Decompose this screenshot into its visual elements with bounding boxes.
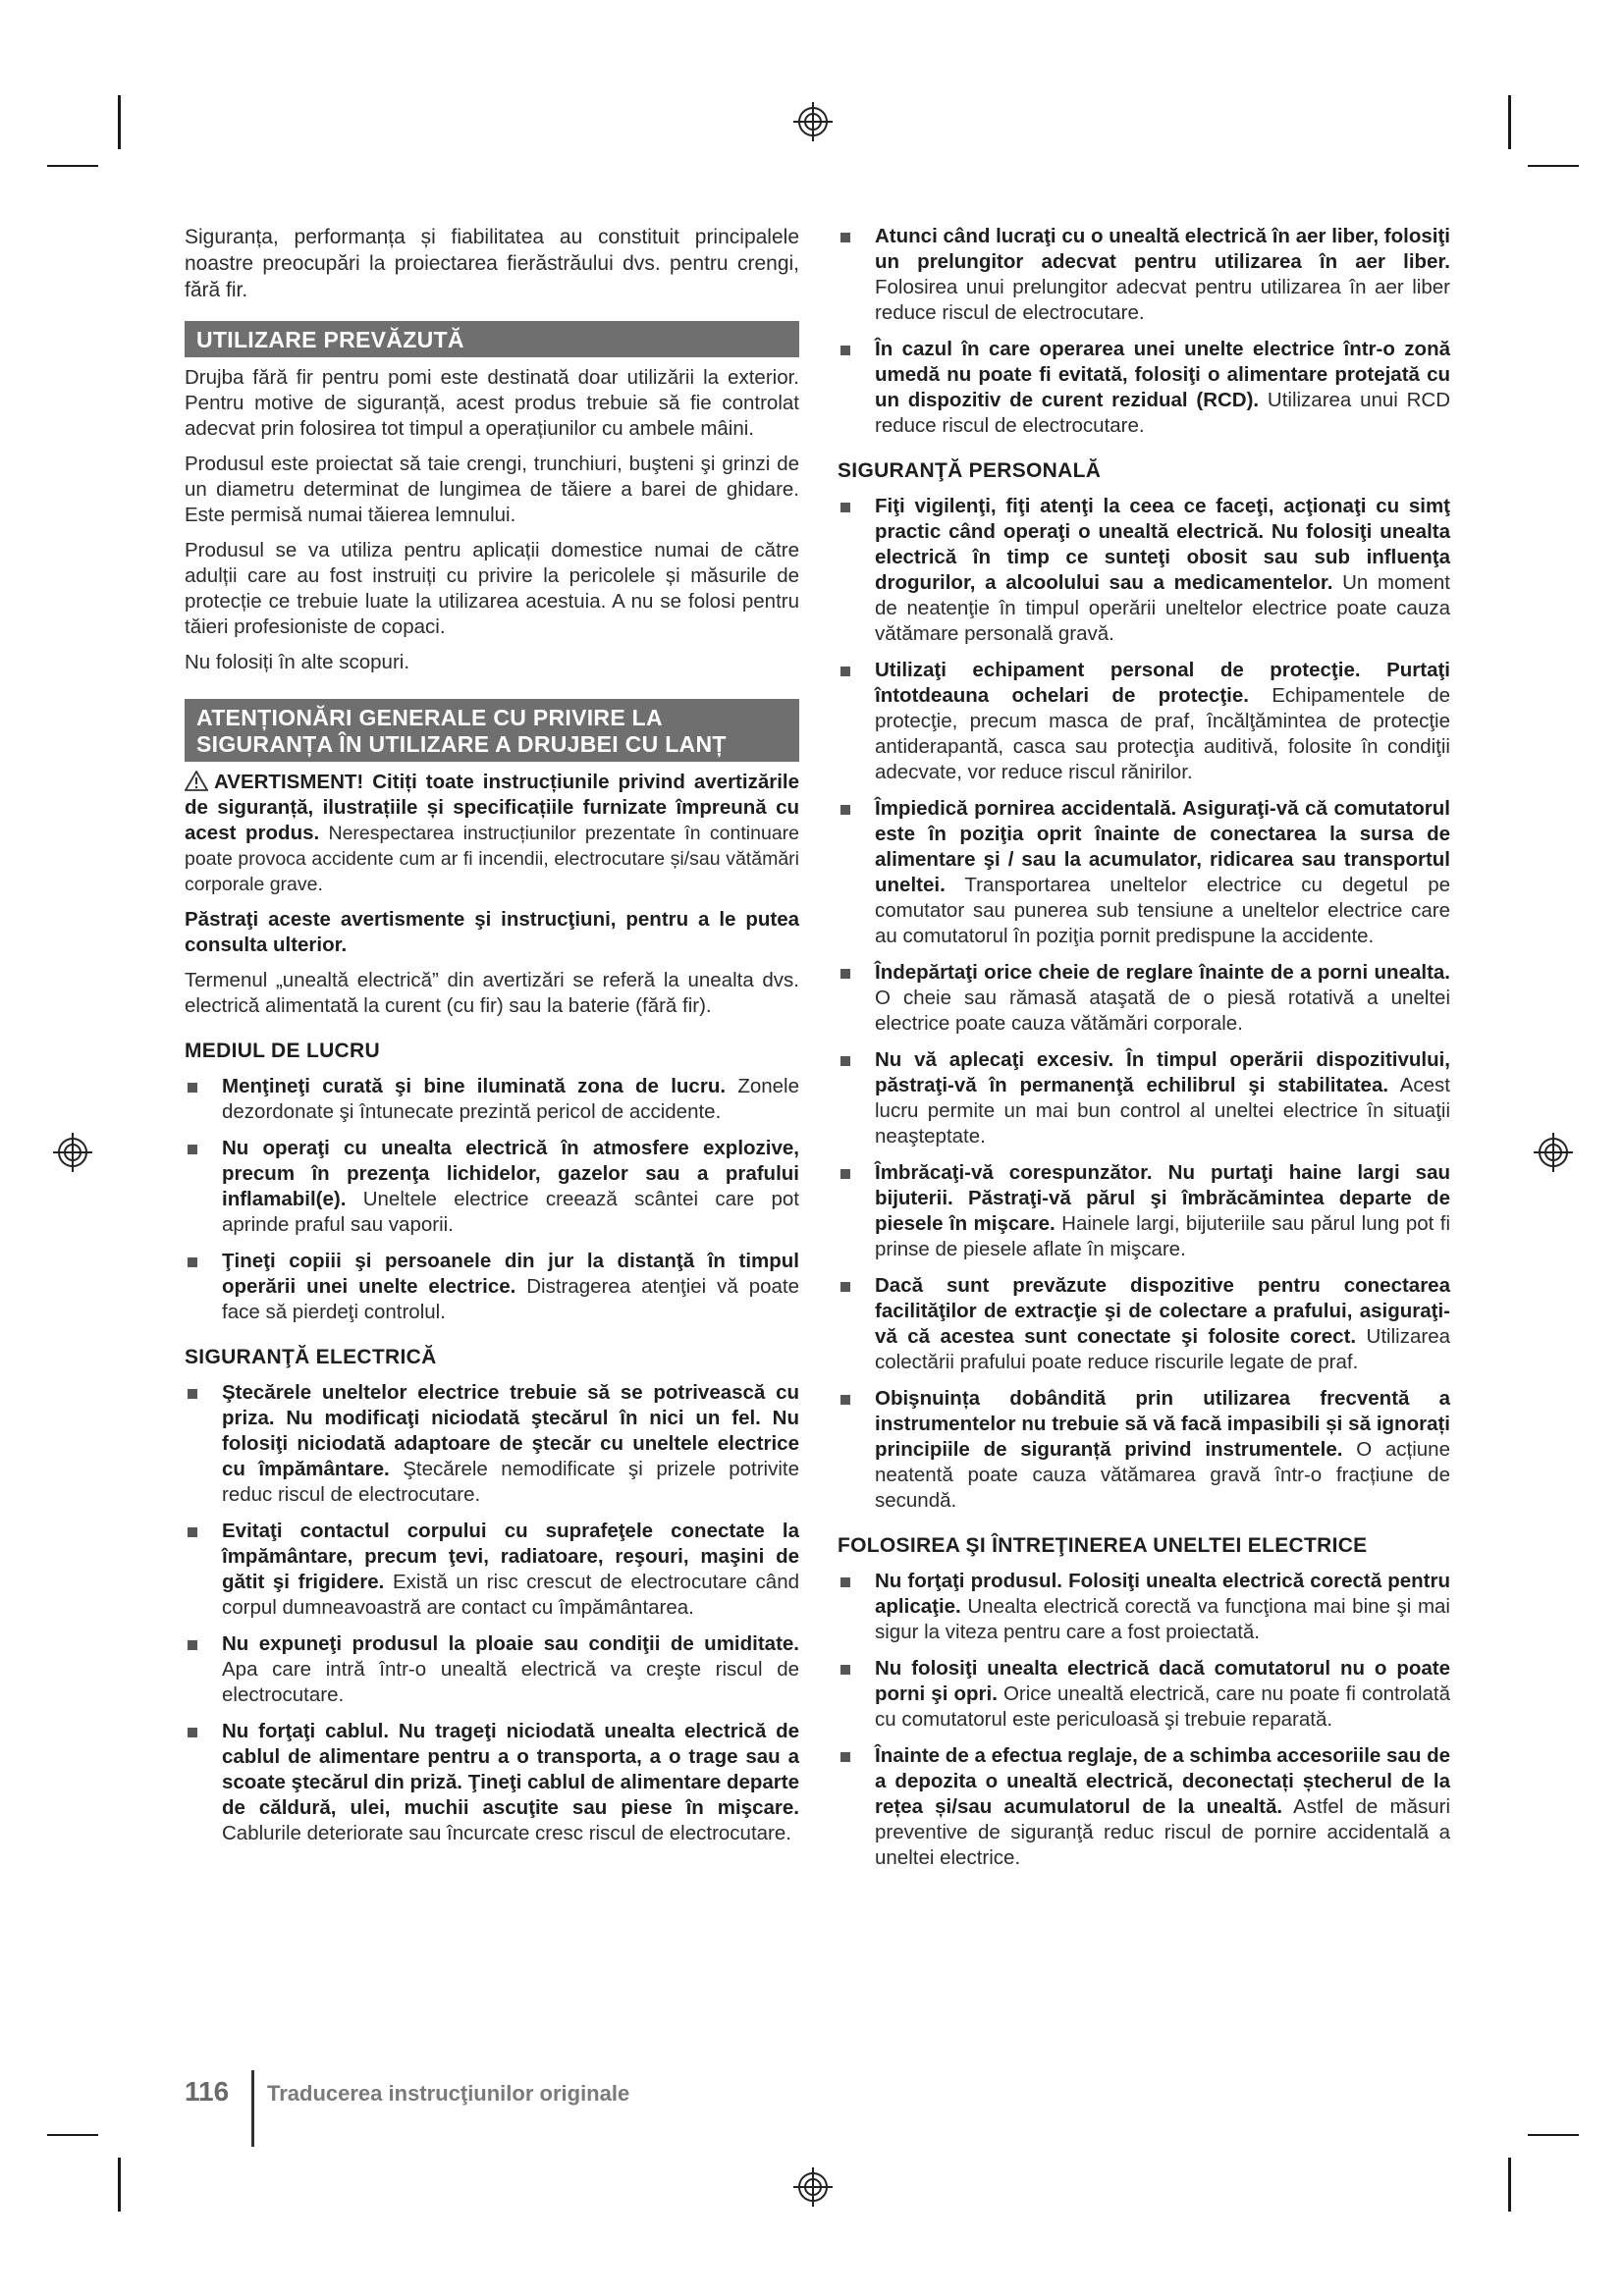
warning-bold-text: AVERTISMENT! Citiți toate instrucțiunile privind avertizările de siguranță, ilustrațiile și specificațiile furnizate împreună cu acest produs. — [185, 771, 799, 844]
bullet-icon — [840, 1395, 850, 1405]
item-bold: Utilizaţi echipament personal de protecţie. Purtaţi întotdeauna ochelari de protecţie. — [875, 659, 1450, 707]
bullet-icon — [840, 969, 850, 979]
bullet-icon — [840, 1752, 850, 1762]
list-item — [838, 1569, 1450, 1645]
list-item — [838, 337, 1450, 439]
list-item — [838, 1656, 1450, 1733]
outdoor-safety-list — [838, 224, 1450, 439]
item-text: Astfel de măsuri preventive de siguranţă reduc riscul de pornire accidentală a uneltei electrice. — [875, 1795, 1450, 1869]
paragraph: Nu folosiți în alte scopuri. — [185, 651, 410, 673]
tool-use-list — [838, 1569, 1450, 1871]
section-title-general-warnings — [185, 699, 799, 762]
bullet-icon — [840, 1665, 850, 1675]
bullet-icon — [840, 667, 850, 676]
paragraph: Produsul se va utiliza pentru aplicații domestice numai de către adulții care au fost instruiți cu privire la pericolele și măsurile de protecție ce trebuie luate la utilizarea acestuia. A nu se folosi pentru tăieri profesioniste de copaci. — [185, 539, 799, 638]
item-bold: Dacă sunt prevăzute dispozitive pentru conectarea facilităţilor de extracţie şi de colectare a prafului, asiguraţi-vă că acestea sunt conectate şi folosite corect. — [875, 1274, 1450, 1348]
crop-mark — [1508, 95, 1511, 149]
keep-instructions: Păstraţi aceste avertismente şi instrucţiuni, pentru a le putea consulta ulterior. — [185, 908, 799, 956]
item-bold: Înainte de a efectua reglaje, de a schimba accesoriile sau de a depozita o unealtă electrică, deconectați ștecherul de la rețea și/sau acumulatorul de la unealtă. — [875, 1744, 1450, 1818]
registration-mark-icon — [1532, 1131, 1575, 1174]
item-bold: Nu forţaţi produsul. Folosiţi unealta electrică corectă pentru aplicaţie. — [875, 1570, 1450, 1618]
item-text: Folosirea unui prelungitor adecvat pentru utilizarea în aer liber reduce riscul de electrocutare. — [875, 276, 1450, 324]
warning-triangle-icon — [185, 771, 208, 791]
right-column — [838, 224, 1450, 1882]
warning-paragraph — [185, 770, 799, 897]
item-bold: Împiedică pornirea accidentală. Asiguraţi-vă că comutatorul este în poziţia oprit înainte de conectarea la sursa de alimentare şi / sau la acumulator, ridicarea sau transportul uneltei. — [875, 797, 1450, 896]
section-title-intended-use: UTILIZARE PREVĂZUTĂ — [185, 321, 799, 357]
item-bold: Ţineţi copiii şi persoanele din jur la distanţă în timpul operării unei unelte electrice. — [222, 1250, 799, 1298]
section-title-line: SIGURANȚA ÎN UTILIZARE A DRUJBEI CU LANȚ — [196, 731, 727, 757]
item-bold: Menţineţi curată şi bine iluminată zona de lucru. — [222, 1075, 727, 1097]
subhead-tool-use-maintenance: FOLOSIREA ŞI ÎNTREŢINEREA UNELTEI ELECTRICE — [838, 1534, 1368, 1557]
list-item — [838, 224, 1450, 326]
list-item — [185, 1136, 799, 1238]
registration-mark-icon — [791, 2165, 835, 2209]
bullet-icon — [840, 503, 850, 512]
crop-mark — [1508, 2158, 1511, 2212]
item-bold: Ştecărele uneltelor electrice trebuie să se potrivească cu priza. Nu modificaţi niciodată ştecărul în nici un fel. Nu folosiţi niciodată adaptoare de ştecăr cu uneltele electrice cu împământare. — [222, 1381, 799, 1480]
page-number: 116 — [185, 2076, 230, 2107]
list-item — [838, 796, 1450, 949]
item-text: O cheie sau rămasă ataşată de o piesă rotativă a uneltei electrice poate cauza vătămări corporale. — [875, 987, 1450, 1035]
bullet-icon — [188, 1527, 197, 1537]
bullet-icon — [188, 1389, 197, 1399]
footer-divider — [251, 2070, 254, 2147]
crop-mark — [47, 165, 98, 167]
list-item — [185, 1249, 799, 1325]
item-text: Distragerea atenţiei vă poate face să pierdeţi controlul. — [222, 1275, 800, 1323]
item-text: Există un risc crescut de electrocutare când corpul dumneavoastră are contact cu împământarea. — [222, 1571, 799, 1619]
work-area-list — [185, 1074, 799, 1325]
crop-mark — [118, 95, 121, 149]
bullet-icon — [840, 233, 850, 242]
left-column — [185, 224, 799, 1857]
bullet-icon — [188, 1728, 197, 1737]
section-title-line: ATENȚIONĂRI GENERALE CU PRIVIRE LA — [196, 705, 663, 730]
intro-paragraph: Siguranța, performanța și fiabilitatea au constituit principalele noastre preocupări la proiectarea fierăstrăului dvs. pentru crengi, fără fir. — [185, 226, 799, 301]
crop-mark — [47, 2134, 98, 2136]
item-bold: Obişnuința dobândită prin utilizarea frecventă a instrumentelor nu trebuie să vă facă impasibili și să ignorați principiile de siguranță privind instrumentele. — [875, 1387, 1450, 1461]
list-item — [838, 1047, 1450, 1149]
subhead-work-area: MEDIUL DE LUCRU — [185, 1040, 380, 1062]
item-text: Orice unealtă electrică, care nu poate fi controlată cu comutatorul este periculoasă şi trebuie reparată. — [875, 1682, 1450, 1731]
item-text: Transportarea uneltelor electrice cu degetul pe comutator sau punerea sub tensiune a uneltelor electrice care au comutatorul în poziţia pornit predispune la accidente. — [875, 874, 1450, 947]
list-item — [185, 1719, 799, 1846]
item-text: Utilizarea unui RCD reduce riscul de electrocutare. — [875, 389, 1451, 437]
warning-text: Nerespectarea instrucțiunilor prezentate în continuare poate provoca accidente cum ar fi incendii, electrocutare și/sau vătămări corporale grave. — [185, 823, 799, 895]
item-text: Acest lucru permite un mai bun control al uneltei electrice în situaţii neaşteptate. — [875, 1074, 1450, 1148]
item-bold: Evitaţi contactul corpului cu suprafeţele conectate la împământare, precum ţevi, radiatoare, reşouri, maşini de gătit şi frigidere. — [222, 1520, 799, 1593]
term-paragraph: Termenul „unealtă electrică” din avertizări se referă la unealta dvs. electrică alimentată la curent (cu fir) sau la baterie (fără fir). — [185, 969, 799, 1017]
crop-mark — [118, 2158, 121, 2212]
bullet-icon — [188, 1145, 197, 1154]
electrical-safety-list — [185, 1380, 799, 1846]
list-item — [185, 1074, 799, 1125]
list-item — [185, 1380, 799, 1508]
paragraph: Produsul este proiectat să taie crengi, trunchiuri, buşteni şi grinzi de un diametru determinat de lungimea de tăiere a barei de ghidare. Este permisă numai tăierea lemnului. — [185, 453, 799, 526]
item-text: Utilizarea colectării prafului poate reduce riscurile legate de praf. — [875, 1325, 1450, 1373]
item-text: O acțiune neatentă poate cauza vătămarea gravă într-o fracțiune de secundă. — [875, 1438, 1450, 1512]
item-bold: Nu operaţi cu unealta electrică în atmosfere explozive, precum în prezenţa lichidelor, gazelor sau a prafului inflamabil(e). — [222, 1137, 799, 1210]
crop-mark — [1528, 2134, 1579, 2136]
list-item — [838, 1386, 1450, 1514]
bullet-icon — [840, 1056, 850, 1066]
item-bold: Nu expuneţi produsul la ploaie sau condiţii de umiditate. — [222, 1632, 799, 1655]
bullet-icon — [188, 1083, 197, 1093]
subhead-electrical-safety: SIGURANŢĂ ELECTRICĂ — [185, 1346, 437, 1368]
item-bold: Nu forţaţi cablul. Nu trageţi niciodată unealta electrică de cablul de alimentare pentru a o transporta, a o trage sau a scoate ştecărul din priză. Ţineţi cablul de alimentare departe de căldură, ulei, muchii ascuţite sau piese în mişcare. — [222, 1720, 799, 1819]
item-bold: Îmbrăcaţi-vă corespunzător. Nu purtaţi haine largi sau bijuterii. Păstraţi-vă părul şi îmbrăcămintea departe de piesele în mişcare. — [875, 1161, 1450, 1235]
item-bold: Fiţi vigilenţi, fiţi atenţi la ceea ce faceţi, acţionaţi cu simţ practic când operaţi o unealtă electrică. Nu folosiţi unealta electrică în timp ce sunteţi obosit sau sub influenţa drogurilor, a alcoolului sau a medicamentelor. — [875, 495, 1450, 594]
item-bold: Nu vă aplecaţi excesiv. În timpul operării dispozitivului, păstraţi-vă în permanenţă echilibrul şi stabilitatea. — [875, 1048, 1450, 1096]
item-bold: În cazul în care operarea unei unelte electrice într-o zonă umedă nu poate fi evitată, folosiţi o alimentare protejată cu un dispozitiv de curent rezidual (RCD). — [875, 338, 1450, 411]
item-text: Echipamentele de protecţie, precum masca de praf, încălţămintea de protecţie antiderapantă, casca sau protecţia auditivă, folosite în condiţii adecvate, vor reduce riscul rănirilor. — [875, 684, 1450, 783]
item-bold: Îndepărtaţi orice cheie de reglare înainte de a porni unealta. — [875, 961, 1450, 984]
item-text: Apa care intră într-o unealtă electrică va creşte riscul de electrocutare. — [222, 1658, 799, 1706]
crop-mark — [1528, 165, 1579, 167]
registration-mark-icon — [51, 1131, 94, 1174]
item-text: Un moment de neatenţie în timpul operării uneltelor electrice poate cauza vătămare personală gravă. — [875, 571, 1450, 645]
bullet-icon — [840, 1282, 850, 1292]
subhead-personal-safety: SIGURANŢĂ PERSONALĂ — [838, 459, 1102, 482]
list-item — [838, 1273, 1450, 1375]
list-item — [838, 494, 1450, 647]
personal-safety-list — [838, 494, 1450, 1514]
list-item — [838, 1160, 1450, 1262]
bullet-icon — [188, 1257, 197, 1267]
list-item — [185, 1519, 799, 1621]
paragraph: Drujba fără fir pentru pomi este destinată doar utilizării la exterior. Pentru motive de siguranță, acest produs trebuie să fie controlat adecvat prin folosirea tot timpul a operațiunilor cu ambele mâini. — [185, 366, 799, 440]
item-text: Ştecărele nemodificate şi prizele potrivite reduc riscul de electrocutare. — [222, 1458, 799, 1506]
list-item — [185, 1631, 799, 1708]
item-text: Cablurile deteriorate sau încurcate cresc riscul de electrocutare. — [222, 1822, 791, 1844]
list-item — [838, 658, 1450, 785]
list-item — [838, 960, 1450, 1037]
item-text: Unealta electrică corectă va funcţiona mai bine şi mai sigur la viteza pentru care a fost proiectată. — [875, 1595, 1450, 1643]
bullet-icon — [840, 346, 850, 355]
bullet-icon — [840, 1577, 850, 1587]
bullet-icon — [840, 805, 850, 815]
item-text: Hainele largi, bijuteriile sau părul lung pot fi prinse de piesele aflate în mişcare. — [875, 1212, 1450, 1260]
item-text: Uneltele electrice creează scântei care pot aprinde praful sau vaporii. — [222, 1188, 799, 1236]
registration-mark-icon — [791, 100, 835, 143]
item-bold: Atunci când lucraţi cu o unealtă electrică în aer liber, folosiţi un prelungitor adecvat pentru utilizarea în aer liber. — [875, 225, 1450, 273]
list-item — [838, 1743, 1450, 1871]
bullet-icon — [188, 1640, 197, 1650]
item-text: Zonele dezordonate şi întunecate prezintă pericol de accidente. — [222, 1075, 799, 1123]
item-bold: Nu folosiţi unealta electrică dacă comutatorul nu o poate porni şi opri. — [875, 1657, 1450, 1705]
footer-text: Traducerea instrucţiunilor originale — [267, 2081, 630, 2106]
bullet-icon — [840, 1169, 850, 1179]
